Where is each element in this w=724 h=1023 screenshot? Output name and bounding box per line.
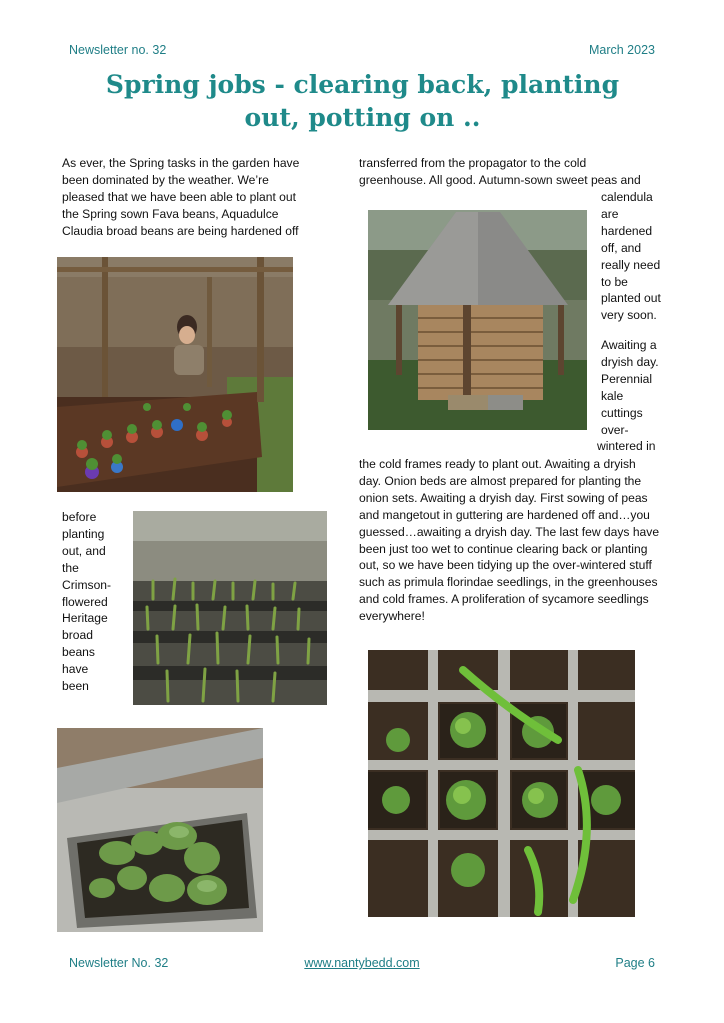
photo-bean-seedlings [133,511,327,705]
footer-website-link[interactable]: www.nantybedd.com [304,956,420,970]
photo-seedling-trays [368,650,635,917]
photo-log-summerhouse [368,210,587,430]
newsletter-number: Newsletter no. 32 [69,43,167,57]
title-line-2: out, potting on .. [244,103,481,132]
article-col2-narrow-b: Awaiting a dryish day. Perennial kale cuttings over- wintered in [597,338,659,454]
article-col2-bottom: the cold frames ready to plant out. Awaiting a dryish day. Onion beds are almost prepared for planting the onion sets. Awaiting a dryish day. First sowing of peas and mangetout in guttering are hardened off and…you guessed…awaiting a dryish day. The last few days have been just too wet to continue clearing back or planting out, so we have been tidying up the over-wintered stuff such as primula florindae seedlings, in the greenhouses and cold frames. A proliferation of sycamore seedlings everywhere! [359,457,660,624]
title-line-1: Spring jobs - clearing back, planting [105,70,620,99]
photo-cold-frame-kale [57,728,263,932]
photo-planting-beans [57,257,293,492]
footer-page-number: Page 6 [615,956,655,970]
article-col2-narrow-a: calendula are hardened off, and really need to be planted out very soon. [601,190,661,323]
issue-date: March 2023 [588,43,655,57]
article-col2-top: transferred from the propagator to the cold greenhouse. All good. Autumn-sown sweet peas and [359,156,641,187]
article-col1-top: As ever, the Spring tasks in the garden have been dominated by the weather. We’re pleased that we have been able to plant out the Spring sown Fava beans, Aquadulce Claudia broad beans are being hardened off [62,156,300,238]
footer-newsletter: Newsletter No. 32 [69,956,169,970]
article-col1-narrow: before planting out, and the Crimson- flowered Heritage broad beans have been [62,510,112,694]
page-title [60,68,665,134]
